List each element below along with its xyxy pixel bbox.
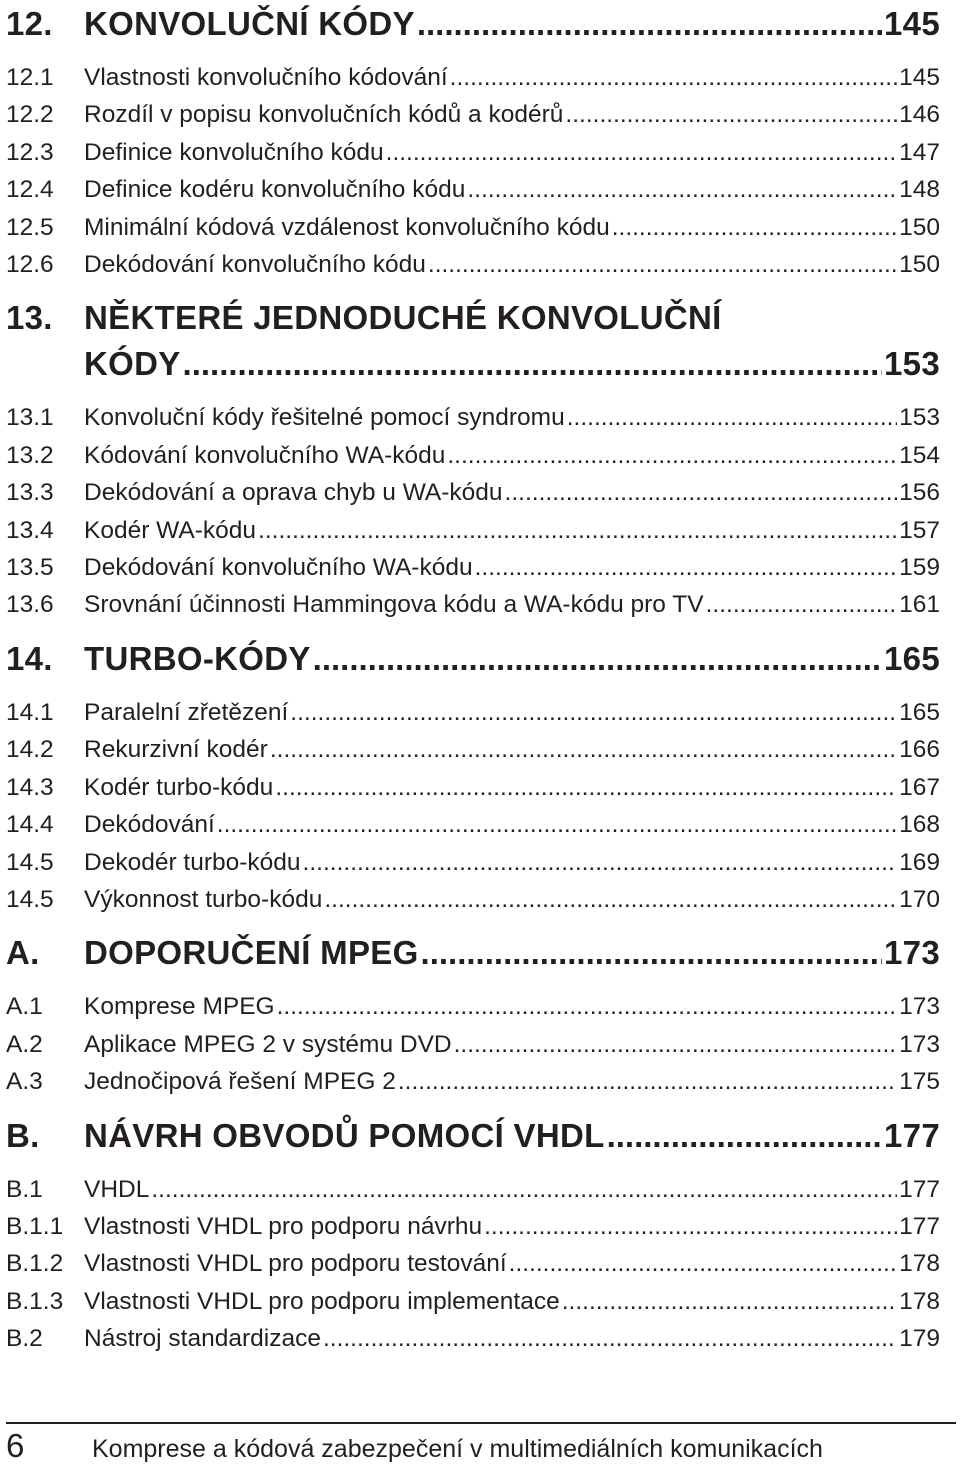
section-page: 175 [899,1068,940,1096]
dot-leader [421,930,882,976]
dot-leader [467,171,897,208]
chapter-page: 153 [884,345,940,383]
section-number: A.2 [6,1030,43,1058]
section-title: Nástroj standardizace [84,1325,321,1353]
section-number: 14.3 [6,773,54,801]
section-page: 173 [899,993,940,1021]
toc-entry [6,512,940,549]
section-page: 168 [899,811,940,839]
section-page: 169 [899,848,940,876]
section-page: 177 [899,1175,940,1203]
section-number: 14.2 [6,736,54,764]
section-number: 14.1 [6,698,54,726]
chapter-title-line2: KÓDY [84,345,181,383]
section-page: 159 [899,554,940,582]
dot-leader [567,399,897,436]
dot-leader [217,806,897,843]
section-title: Definice kodéru konvolučního kódu [84,176,466,204]
dot-leader [562,1283,897,1320]
section-number: B.1.3 [6,1287,64,1315]
chapter-title: KONVOLUČNÍ KÓDY [84,5,415,42]
section-number: 13.5 [6,554,54,582]
chapter-page: 165 [884,639,940,677]
section-page: 146 [899,101,940,129]
section-title: Dekodér turbo-kódu [84,848,301,876]
section-page: 154 [899,441,940,469]
section-title: Srovnání účinnosti Hammingova kódu a WA-kódu pro TV [84,591,704,619]
toc-entry [6,246,940,283]
section-title: Paralelní zřetězení [84,698,289,726]
chapter-title: TURBO-KÓDY [84,639,311,677]
section-title: Vlastnosti VHDL pro podporu testování [84,1250,507,1278]
toc-entry [6,1320,940,1357]
section-title: Rekurzivní kodér [84,736,268,764]
toc-entry [6,209,940,246]
dot-leader [428,246,897,283]
dot-leader [447,437,897,474]
toc-entry [6,1171,940,1208]
section-number: 14.5 [6,885,54,913]
section-number: 12.6 [6,251,54,279]
toc-entry [6,1283,940,1320]
section-title: Vlastnosti konvolučního kódování [84,64,448,91]
section-page: 167 [899,773,940,801]
section-title: Rozdíl v popisu konvolučních kódů a kodérů [84,101,564,129]
section-title: Výkonnost turbo-kódu [84,885,323,913]
section-title: Kodér WA-kódu [84,516,257,544]
dot-leader [417,1,882,47]
section-title: VHDL [84,1175,150,1203]
section-title: Dekódování a oprava chyb u WA-kódu [84,479,503,507]
chapter-number: B. [6,1116,40,1154]
section-page: 153 [899,404,940,432]
toc-entry [6,59,940,96]
dot-leader [303,844,898,881]
toc-entry [6,881,940,918]
dot-leader [565,96,897,133]
section-page: 177 [899,1212,940,1240]
section-number: A.1 [6,993,43,1021]
section-number: 12.4 [6,176,54,204]
toc-entry [6,694,940,731]
table-of-contents [6,0,940,1358]
section-title: Dekódování konvolučního kódu [84,251,426,279]
chapter-title-block [84,295,940,387]
toc-entry [6,806,940,843]
section-page: 179 [899,1325,940,1353]
dot-leader [484,1208,897,1245]
chapter-title-row [84,636,940,682]
section-title: Dekódování konvolučního WA-kódu [84,554,473,582]
dot-leader [313,636,882,682]
dot-leader [270,731,897,768]
chapter-title-row [84,341,940,387]
dot-leader [323,1320,897,1357]
section-number: 13.2 [6,441,54,469]
section-number: 13.4 [6,516,54,544]
section-title: Vlastnosti VHDL pro podporu návrhu [84,1212,483,1240]
chapter-heading [6,295,940,387]
section-number: 12.3 [6,138,54,166]
section-page: 145 [899,64,940,91]
toc-entry [6,399,940,436]
section-number: B.1.2 [6,1250,64,1278]
chapter-heading [6,1,940,47]
section-page: 170 [899,885,940,913]
toc-entry [6,586,940,623]
chapter-title-row [84,930,940,976]
footer-divider [6,1422,956,1424]
section-page: 165 [899,698,940,726]
dot-leader [454,1026,898,1063]
chapter-page: 145 [884,5,940,42]
toc-entry [6,1026,940,1063]
page-footer [6,1427,956,1465]
chapter-heading [6,636,940,682]
chapter-title: NÁVRH OBVODŮ POMOCÍ VHDL [84,1116,605,1154]
section-number: 14.4 [6,811,54,839]
chapter-heading [6,930,940,976]
section-number: 13.1 [6,404,54,432]
chapter-page: 177 [884,1116,940,1154]
toc-entry [6,1245,940,1282]
chapter-number: A. [6,934,40,972]
dot-leader [612,209,897,246]
section-number: B.2 [6,1325,43,1353]
section-page: 156 [899,479,940,507]
toc-entry [6,474,940,511]
toc-entry [6,171,940,208]
section-title: Kódování konvolučního WA-kódu [84,441,446,469]
section-title: Definice konvolučního kódu [84,138,384,166]
toc-entry [6,549,940,586]
section-title: Aplikace MPEG 2 v systému DVD [84,1030,452,1058]
section-number: 12.1 [6,64,54,91]
section-title: Jednočipová řešení MPEG 2 [84,1068,396,1096]
section-number: 13.3 [6,479,54,507]
chapter-number: 13. [6,299,53,337]
dot-leader [275,769,897,806]
dot-leader [151,1171,897,1208]
chapter-title-row [84,1,940,47]
section-page: 147 [899,138,940,166]
section-number: 14.5 [6,848,54,876]
dot-leader [607,1113,882,1159]
dot-leader [258,512,897,549]
dot-leader [290,694,897,731]
section-title: Komprese MPEG [84,993,275,1021]
chapter-title-row [84,1113,940,1159]
section-title: Dekódování [84,811,215,839]
section-page: 178 [899,1287,940,1315]
chapter-page: 173 [884,934,940,972]
dot-leader [505,474,898,511]
section-number: A.3 [6,1068,43,1096]
footer-book-title: Komprese a kódová zabezpečení v multimediálních komunikacích [92,1435,823,1463]
toc-entry [6,769,940,806]
section-title: Minimální kódová vzdálenost konvolučního kódu [84,213,610,241]
section-page: 150 [899,213,940,241]
section-number: B.1.1 [6,1212,64,1240]
toc-entry [6,437,940,474]
section-page: 178 [899,1250,940,1278]
dot-leader [706,586,898,623]
toc-entry [6,1208,940,1245]
section-number: 12.5 [6,213,54,241]
dot-leader [450,59,897,96]
dot-leader [398,1063,897,1100]
section-page: 173 [899,1030,940,1058]
toc-entry [6,731,940,768]
toc-entry [6,988,940,1025]
toc-entry [6,844,940,881]
section-number: B.1 [6,1175,43,1203]
section-title: Kodér turbo-kódu [84,773,274,801]
dot-leader [183,341,882,387]
section-title: Vlastnosti VHDL pro podporu implementace [84,1287,560,1315]
toc-entry [6,134,940,171]
dot-leader [475,549,898,586]
section-page: 157 [899,516,940,544]
section-title: Konvoluční kódy řešitelné pomocí syndromu [84,404,565,432]
section-number: 13.6 [6,591,54,619]
dot-leader [324,881,897,918]
dot-leader [386,134,897,171]
chapter-number: 14. [6,639,53,677]
chapter-title-line1: NĚKTERÉ JEDNODUCHÉ KONVOLUČNÍ [84,299,722,337]
section-page: 166 [899,736,940,764]
toc-entry [6,96,940,133]
section-page: 148 [899,176,940,204]
chapter-number: 12. [6,5,53,42]
dot-leader [277,988,897,1025]
section-page: 161 [899,591,940,619]
toc-entry [6,1063,940,1100]
section-number: 12.2 [6,101,54,129]
dot-leader [509,1245,897,1282]
chapter-title: DOPORUČENÍ MPEG [84,934,419,972]
chapter-heading [6,1113,940,1159]
footer-page-number: 6 [6,1427,25,1464]
section-page: 150 [899,251,940,279]
